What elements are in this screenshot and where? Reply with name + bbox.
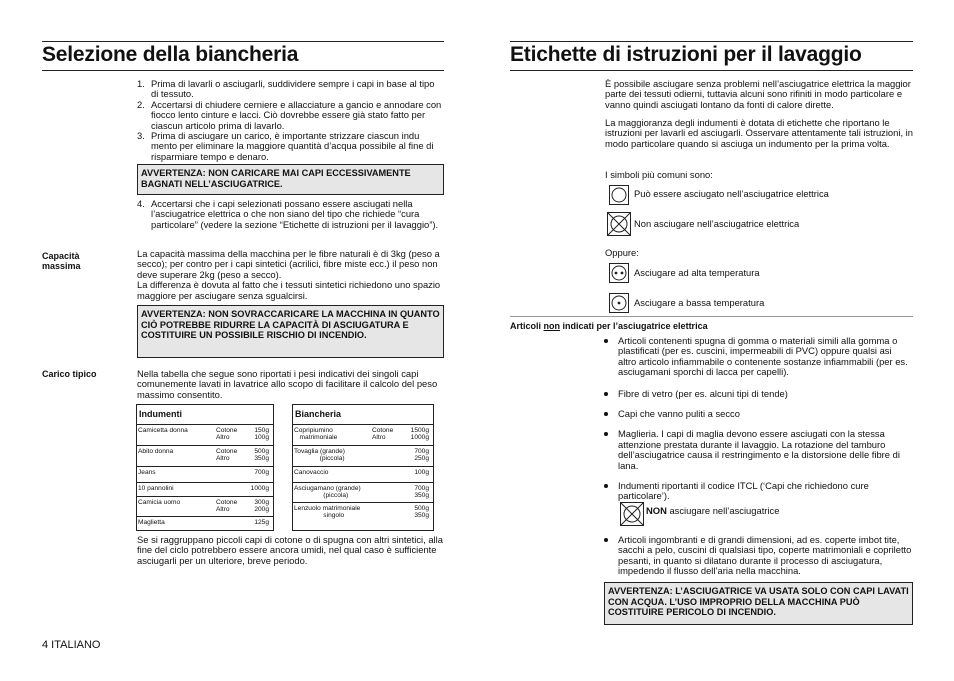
side-heading-load: Carico tipico [42, 369, 97, 379]
list-item: Fibre di vetro (per es. alcuni tipi di tende) [604, 389, 912, 399]
list-item: Maglieria. I capi di maglia devono essere asciugati con la stessa attenzione prestata durante il lavaggio. La rotazione del tamburo dell’asciugatrice causa il restringimento e la distorsione delle fibre di lana. [604, 429, 912, 471]
table-row: Maglietta 125g [138, 519, 269, 526]
symbol-label-low: Asciugare a bassa temperatura [634, 297, 765, 308]
unsuitable-list-last [604, 535, 912, 577]
page-title-left: Selezione della biancheria [42, 43, 299, 66]
list-item: 1. Prima di lavarli o asciugarli, suddividere sempre i capi in base al tipo di tessuto. [137, 78, 435, 100]
oppure-label: Oppure: [605, 247, 639, 258]
table-row: Jeans 700g [137, 467, 273, 483]
bullet-icon [604, 412, 608, 416]
unsuitable-list [604, 336, 912, 502]
table-row: Camicia uomo Cotone Altro 300g 200g [137, 497, 273, 517]
steps-list-a [137, 79, 443, 162]
table-row: Camicetta donna Cotone Altro 150g 100g [137, 425, 273, 446]
do-not-tumble-dry-icon [620, 502, 644, 526]
side-heading-capacity: Capacità massima [42, 251, 81, 271]
table-row: Asciugamano (grande) (piccola) 700g 350g [293, 483, 433, 503]
table-header: Biancheria [293, 405, 433, 425]
table-row: 10 pannolini 1000g [137, 483, 273, 497]
load-text: Nella tabella che segue sono riportati i pesi indicativi dei singoli capi comunemente lavati in lavatrice allo scopo di facilitare il calcolo del peso massimo consentito. [137, 368, 438, 400]
list-item: Articoli ingombranti e di grandi dimensioni, ad es. coperte imbot tite, sacchi a pelo, cuscini di qualsiasi tipo, coperte matrimoniali e copriletto pesanti, in quanto si dilatano durante il processo di asciugatura, impedendo il flusso dell’aria nella macchina. [604, 535, 912, 577]
table-header: Indumenti [137, 405, 273, 425]
list-item: Indumenti riportanti il codice ITCL (‘Capi che richiedono cure particolare’). [604, 481, 912, 502]
list-item: 3. Prima di asciugare un carico, è importante strizzare ciascun indu mento per eliminare la maggiore quantità d’acqua possibile al fine di risparmiare tempo e denaro. [137, 130, 434, 162]
section-divider [510, 316, 913, 317]
page-footer: 4 ITALIANO [42, 639, 101, 651]
closing-text: Se si raggruppano piccoli capi di cotone o di spugna con altri sintetici, alla fine del ciclo potrebbero essere ancora umidi, nel qual caso è sufficiente asciugarli per un ulteriore, breve periodo. [137, 534, 443, 566]
table-row: Tovaglia (grande) (piccola) 700g 250g [293, 446, 433, 467]
steps-list-b [137, 199, 443, 230]
table-row: Copripiumino matrimoniale Cotone Altro 1500g 1000g [293, 425, 433, 446]
table-row: Lenzuolo matrimoniale singolo 500g 350g [294, 505, 429, 520]
warning-box-water: AVVERTENZA: L’ASCIUGATRICE VA USATA SOLO CON CAPI LAVATI CON ACQUA. L’USO IMPROPRIO DELLA MACCHINA PUÒ COSTITUIRE PERICOLO DI INCENDIO. [604, 582, 913, 625]
symbol-label-no-dry: Non asciugare nell’asciugatrice elettrica [634, 218, 800, 229]
non-dry-label: NON asciugare nell’asciugatrice [646, 505, 780, 516]
low-temperature-icon [609, 293, 629, 313]
bullet-icon [604, 432, 608, 436]
table-row: Abito donna Cotone Altro 500g 350g [137, 446, 273, 467]
table-row: Canovaccio 100g [293, 467, 433, 483]
page-title-right: Etichette di istruzioni per il lavaggio [510, 43, 862, 66]
title-rule-top [42, 41, 444, 42]
table-indumenti [136, 404, 274, 531]
bullet-icon [604, 339, 608, 343]
intro-paragraph: È possibile asciugare senza problemi nell’asciugatrice elettrica la maggior parte dei tessuti odierni, tuttavia alcuni sono rifiniti in modo particolare e vanno quindi asciugati lontano da fonti di calore dirette. [605, 78, 911, 110]
bullet-icon [604, 538, 608, 542]
bullet-icon [604, 484, 608, 488]
capacity-text: La capacità massima della macchina per le fibre naturali è di 3kg (peso a secco); per contro per i capi sintetici (acrilici, fibre miste ecc.) il peso non deve superare 2kg (peso a secco). La differenza è dovuta al fatto che i tessuti sintetici richiedono uno spazio maggiore per asciugare senza sgualcirsi. [137, 248, 441, 301]
symbol-label-dry: Può essere asciugato nell’asciugatrice elettrica [634, 188, 829, 199]
list-item: Articoli contenenti spugna di gomma o materiali simili alla gomma o plastificati (per es. cuscini, impermeabili di PVC) oppure qualsi asi altro articolo infiammabile o contenente sostanze infiammabili (per es. asciugamani sporchi di lacca per capelli). [604, 336, 912, 378]
list-item: 2. Accertarsi di chiudere cerniere e allacciature a gancio e annodare con fiocco lento cinture e lacci. Ciò dovrebbe essere già stato fatto per ciascun articolo prima di lavarlo. [137, 98, 442, 131]
high-temperature-icon [609, 263, 629, 283]
title-rule-bottom [42, 70, 444, 71]
unsuitable-heading: Articoli non indicati per l’asciugatrice elettrica [510, 321, 708, 331]
do-not-tumble-dry-icon [607, 212, 631, 236]
symbols-intro: I simboli più comuni sono: [605, 169, 713, 180]
table-biancheria [292, 404, 434, 531]
tumble-dry-icon [609, 185, 629, 205]
labels-paragraph: La maggioranza degli indumenti è dotata di etichette che riportano le istruzioni per lavarli ed asciugarli. Osservare attentamente tali istruzioni, in modo particolare quando si asciuga un indumento per la prima volta. [605, 117, 913, 149]
list-item: Capi che vanno puliti a secco [604, 409, 912, 419]
warning-box-overload: AVVERTENZA: NON SOVRACCARICARE LA MACCHINA IN QUANTO CIÒ POTREBBE RIDURRE LA CAPACITÀ DI ASCIUGATURA E COSTITUIRE UN POSSIBILE RISCHIO DI INCENDIO. [137, 305, 444, 358]
title-rule-bottom-right [510, 70, 913, 71]
bullet-icon [604, 392, 608, 396]
list-item: 4. Accertarsi che i capi selezionati possano essere asciugati nella l’asciugatrice elettrica o che non siano del tipo che richiede “cura particolare” (vedere la sezione “Etichette di istruzioni per il lavaggio”). [137, 198, 439, 230]
warning-box-wet: AVVERTENZA: NON CARICARE MAI CAPI ECCESSIVAMENTE BAGNATI NELL’ASCIUGATRICE. [137, 164, 444, 195]
title-rule-top-right [510, 41, 913, 42]
symbol-label-high: Asciugare ad alta temperatura [634, 267, 760, 278]
